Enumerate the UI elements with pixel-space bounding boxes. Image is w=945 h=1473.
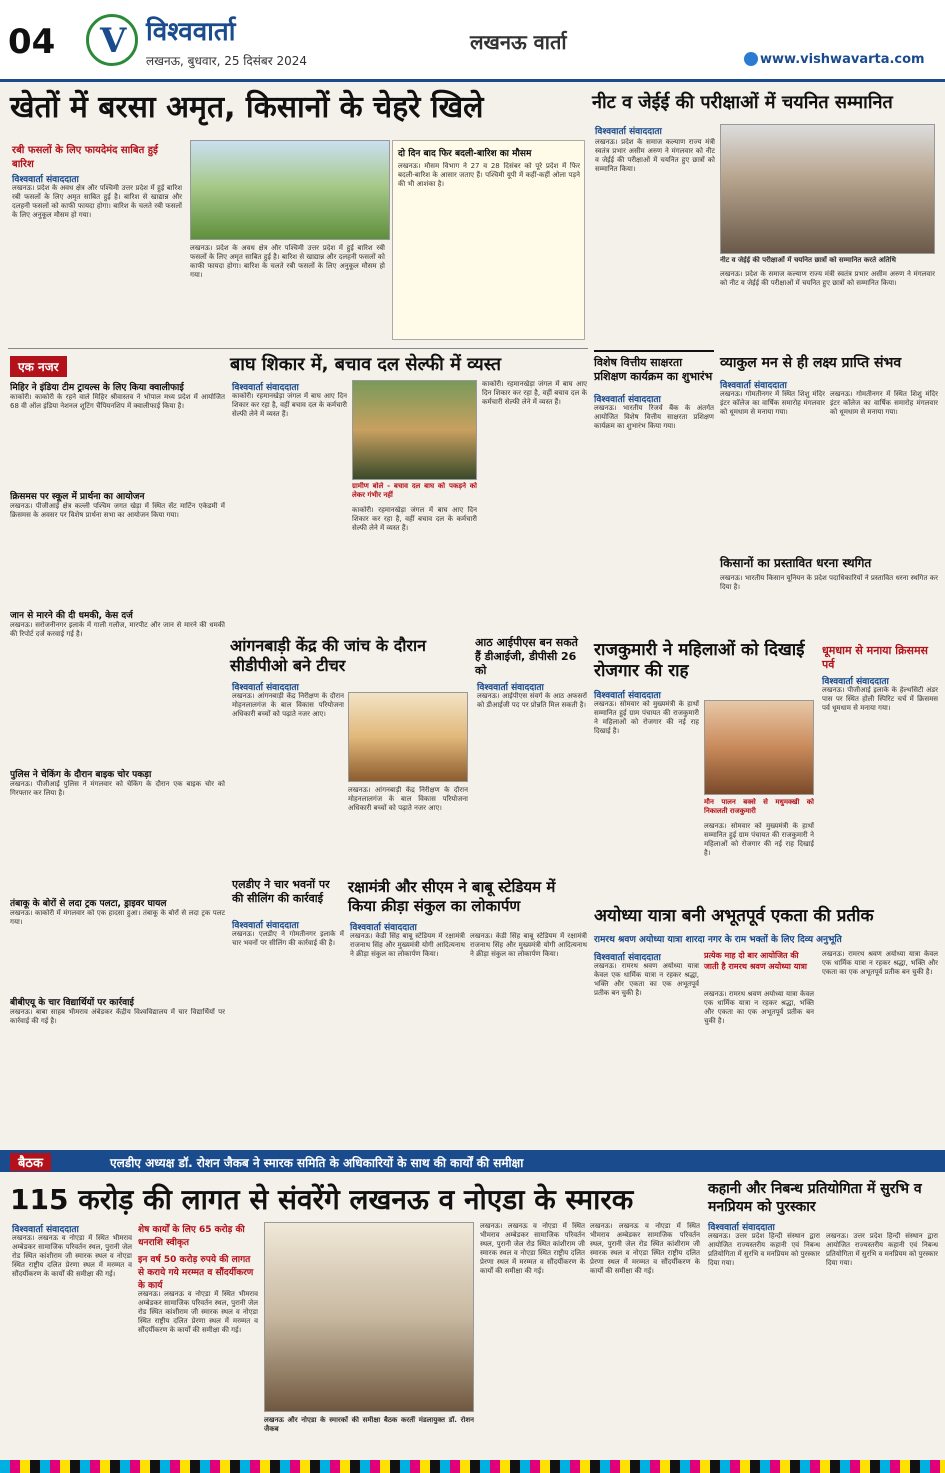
lda-body: लखनऊ। एलडीए ने गोमतीनगर इलाके में चार भवनों पर सीलिंग की कार्रवाई की है।: [232, 930, 344, 947]
ayodhya-body-cont2: लखनऊ। रामरथ श्रवण अयोध्या यात्रा केवल एक धार्मिक यात्रा न रहकर श्रद्धा, भक्ति और एकता का एक अभूतपूर्व प्रतीक बन चुकी है।: [822, 950, 938, 976]
vyakul-byline: विश्ववार्ता संवाददाता: [720, 381, 787, 391]
neet-byline: विश्ववार्ता संवाददाता: [595, 127, 662, 137]
finance-byline: विश्ववार्ता संवाददाता: [594, 395, 661, 405]
brief-headline: मिहिर ने इंडिया टीम ट्रायल्स के लिए किया क्वालीफाई: [10, 383, 184, 393]
tiger-caption: ग्रामीण बोले - बचाव दल बाघ को पकड़ने को लेकर गंभीर नहीं: [352, 482, 477, 499]
ayodhya-body: लखनऊ। रामरथ श्रवण अयोध्या यात्रा केवल एक धार्मिक यात्रा न रहकर श्रद्धा, भक्ति और एकता का एक अभूतपूर्व प्रतीक बन चुकी है।: [594, 962, 699, 997]
christmas-headline: धूमधाम से मनाया क्रिसमस पर्व: [822, 644, 928, 671]
ek-nazar-column: [10, 378, 225, 1148]
lda-byline: विश्ववार्ता संवाददाता: [232, 921, 299, 931]
baithak-tag: बैठक: [10, 1153, 51, 1171]
bottom-headline: 115 करोड़ की लागत से संवरेंगे लखनऊ व नोएडा के स्मारक: [10, 1183, 634, 1216]
lead-body: लखनऊ। प्रदेश के अवध क्षेत्र और पश्चिमी उत्तर प्रदेश में हुई बारिश रबी फसलों के लिए अमृत साबित हुई है। बारिश से खाद्यान्न और दलहनी फसलों को काफी फायदा होगा। बारिश के चलते रबी फसलों के लिए अनुकूल मौसम हो गया।: [12, 184, 182, 219]
divider: [594, 350, 714, 352]
brief-body: लखनऊ। सरोजनीनगर इलाके में गाली गलौज, मारपीट और जान से मारने की धमकी की रिपोर्ट दर्ज करवाई गई है।: [10, 621, 225, 638]
rajkumari-body-cont: लखनऊ। सोमवार को मुख्यमंत्री के हाथों सम्मानित हुई ग्राम पंचायत की राजकुमारी ने महिलाओं को रोजगार की नई राह दिखाई है।: [704, 822, 814, 857]
ayodhya-headline: अयोध्या यात्रा बनी अभूतपूर्व एकता की प्रतीक: [594, 906, 874, 926]
lead-body-cont: लखनऊ। प्रदेश के अवध क्षेत्र और पश्चिमी उत्तर प्रदेश में हुई बारिश रबी फसलों के लिए अमृत साबित हुई है। बारिश से खाद्यान्न और दलहनी फसलों को काफी फायदा होगा। बारिश के चलते रबी फसलों के लिए अनुकूल मौसम हो गया।: [190, 244, 385, 279]
brief-body: लखनऊ। काकोरी में मंगलवार को एक हादसा हुआ। तंबाकू के बोरों से लदा ट्रक पलट गया।: [10, 909, 225, 926]
neet-headline: नीट व जेईई की परीक्षाओं में चयनित सम्मानित: [592, 92, 893, 113]
kisan-body: लखनऊ। भारतीय किसान यूनियन के प्रदेश पदाधिकारियों ने प्रस्तावित धरना स्थगित कर दिया है।: [720, 574, 938, 591]
tiger-headline: बाघ शिकार में, बचाव दल सेल्फी में व्यस्त: [230, 354, 501, 375]
bottom-strap: एलडीए अध्यक्ष डॉ. रोशन जैकब ने स्मारक समिति के अधिकारियों के साथ की कार्यों की समीक्षा: [110, 1156, 524, 1170]
brief-headline: जान से मारने की दी धमकी, केस दर्ज: [10, 611, 133, 621]
bottom-body-cont: लखनऊ। लखनऊ व नोएडा में स्थित भीमराव अम्बेडकर सामाजिक परिवर्तन स्थल, पुरानी जेल रोड स्थित कांशीराम जी स्मारक स्थल व नोएडा स्थित राष्ट्रीय दलित प्रेरणा स्थल में मरम्मत व सौंदर्यीकरण के कार्यों की समीक्षा की गई।: [138, 1290, 258, 1334]
story-headline: कहानी और निबन्ध प्रतियोगिता में सुरभि व मनप्रियम को पुरस्कार: [708, 1181, 922, 1215]
rajkumari-photo: [704, 700, 814, 795]
divider: [8, 348, 588, 349]
neet-photo: [720, 124, 935, 254]
christmas-byline: विश्ववार्ता संवाददाता: [822, 677, 889, 687]
brief-headline: बीबीएयू के चार विद्यार्थियों पर कार्रवाई: [10, 998, 134, 1008]
kisan-headline: किसानों का प्रस्तावित धरना स्थगित: [720, 556, 872, 570]
ayodhya-byline: विश्ववार्ता संवाददाता: [594, 953, 661, 963]
rajkumari-headline: राजकुमारी ने महिलाओं को दिखाई रोजगार की राह: [594, 640, 805, 681]
finance-headline: विशेष वित्तीय साक्षरता प्रशिक्षण कार्यक्रम का शुभारंभ: [594, 356, 713, 383]
tiger-body-cont2: काकोरी। रहमानखेड़ा जंगल में बाघ आए दिन शिकार कर रहा है, वहीं बचाव दल के कर्मचारी सेल्फी लेने में व्यस्त हैं।: [482, 380, 587, 406]
ayodhya-subhead: रामरथ श्रवण अयोध्या यात्रा शारदा नगर के राम भक्तों के लिए दिव्य अनुभूति: [594, 935, 842, 945]
vyakul-body: लखनऊ। गोमतीनगर में स्थित शिशु मंदिर इंटर कॉलेज का वार्षिक समारोह मंगलवार को धूमधाम से मनाया गया।: [720, 390, 825, 416]
lead-kicker: रबी फसलों के लिए फायदेमंद साबित हुई बारिश: [12, 145, 158, 170]
brief-body: लखनऊ। बाबा साहब भीमराव अंबेडकर केंद्रीय विश्वविद्यालय में चार विद्यार्थियों पर कार्रवाई की गई है।: [10, 1008, 225, 1025]
story-body: लखनऊ। उत्तर प्रदेश हिन्दी संस्थान द्वारा आयोजित राज्यस्तरीय कहानी एवं निबन्ध प्रतियोगिता में सुरभि व मनप्रियम को पुरस्कार दिया गया।: [708, 1232, 820, 1267]
website-link[interactable]: www.vishwavarta.com: [760, 52, 925, 67]
tiger-body: काकोरी। रहमानखेड़ा जंगल में बाघ आए दिन शिकार कर रहा है, वहीं बचाव दल के कर्मचारी सेल्फी लेने में व्यस्त हैं।: [232, 392, 347, 418]
bottom-body-cont3: लखनऊ। लखनऊ व नोएडा में स्थित भीमराव अम्बेडकर सामाजिक परिवर्तन स्थल, पुरानी जेल रोड स्थित कांशीराम जी स्मारक स्थल व नोएडा स्थित राष्ट्रीय दलित प्रेरणा स्थल में मरम्मत व सौंदर्यीकरण के कार्यों की समीक्षा की गई।: [590, 1222, 700, 1275]
rajkumari-caption: मौन पालन बक्से से मधुमक्खी को निकालती राजकुमारी: [704, 798, 814, 815]
neet-body-cont: लखनऊ। प्रदेश के समाज कल्याण राज्य मंत्री स्वतंत्र प्रभार असीम अरुण ने मंगलवार को नीट व जेईई की परीक्षाओं में चयनित हुए छात्रों को सम्मानित किया।: [720, 270, 935, 287]
bottom-kicker-2: इन वर्ष 50 करोड़ रुपये की लागत से कराये गये मरम्मत व सौंदर्यीकरण के कार्य: [138, 1255, 254, 1291]
anganbadi-body: लखनऊ। आंगनबाड़ी केंद्र निरीक्षण के दौरान मोहनलालगंज के बाल विकास परियोजना अधिकारी बच्चों को पढ़ाते नजर आए।: [232, 692, 344, 718]
ek-nazar-label: एक नजर: [10, 356, 67, 377]
anganbadi-headline: आंगनबाड़ी केंद्र की जांच के दौरान सीडीपीओ बने टीचर: [230, 636, 426, 675]
ayodhya-kicker: प्रत्येक माह दो बार आयोजित की जाती है रामरथ श्रवण अयोध्या यात्रा: [704, 951, 807, 971]
dateline: लखनऊ, बुधवार, 25 दिसंबर 2024: [146, 54, 307, 68]
anganbadi-byline: विश्ववार्ता संवाददाता: [232, 683, 299, 693]
lda-headline: एलडीए ने चार भवनों पर की सीलिंग की कार्रवाई: [232, 878, 330, 905]
sports-body: लखनऊ। केडी सिंह बाबू स्टेडियम में रक्षामंत्री राजनाथ सिंह और मुख्यमंत्री योगी आदित्यनाथ ने क्रीड़ा संकुल का लोकार्पण किया।: [350, 932, 465, 958]
ayodhya-body-cont: लखनऊ। रामरथ श्रवण अयोध्या यात्रा केवल एक धार्मिक यात्रा न रहकर श्रद्धा, भक्ति और एकता का एक अभूतपूर्व प्रतीक बन चुकी है।: [704, 990, 814, 1025]
lead-headline: खेतों में बरसा अमृत, किसानों के चेहरे खिले: [10, 90, 484, 125]
edition-title: लखनऊ वार्ता: [470, 30, 567, 54]
ips-body: लखनऊ। आईपीएस संवर्ग के आठ अफसरों को डीआईजी पद पर प्रोन्नति मिल सकती है।: [477, 692, 587, 709]
tiger-photo: [352, 380, 477, 480]
anganbadi-body-cont: लखनऊ। आंगनबाड़ी केंद्र निरीक्षण के दौरान मोहनलालगंज के बाल विकास परियोजना अधिकारी बच्चों को पढ़ाते नजर आए।: [348, 786, 468, 812]
bottom-photo: [264, 1222, 474, 1412]
brief-headline: क्रिसमस पर स्कूल में प्रार्थना का आयोजन: [10, 492, 145, 502]
finance-body: लखनऊ। भारतीय रिजर्व बैंक के अंतर्गत आयोजित विशेष वित्तीय साक्षरता प्रशिक्षण कार्यक्रम का शुभारंभ किया गया।: [594, 404, 714, 430]
vyakul-body-cont: लखनऊ। गोमतीनगर में स्थित शिशु मंदिर इंटर कॉलेज का वार्षिक समारोह मंगलवार को धूमधाम से मनाया गया।: [830, 390, 938, 416]
story-body-cont: लखनऊ। उत्तर प्रदेश हिन्दी संस्थान द्वारा आयोजित राज्यस्तरीय कहानी एवं निबन्ध प्रतियोगिता में सुरभि व मनप्रियम को पुरस्कार दिया गया।: [826, 1232, 938, 1267]
weather-body: लखनऊ। मौसम विभाग ने 27 व 28 दिसंबर को पूरे प्रदेश में फिर बदली-बारिश के आसार जताए हैं। पश्चिमी यूपी में कहीं-कहीं ओला पड़ने की भी आशंका है।: [398, 162, 580, 188]
bottom-body: लखनऊ। लखनऊ व नोएडा में स्थित भीमराव अम्बेडकर सामाजिक परिवर्तन स्थल, पुरानी जेल रोड स्थित कांशीराम जी स्मारक स्थल व नोएडा स्थित राष्ट्रीय दलित प्रेरणा स्थल में मरम्मत व सौंदर्यीकरण के कार्यों की समीक्षा की गई।: [12, 1234, 132, 1278]
bottom-caption: लखनऊ और नोएडा के स्मारकों की समीक्षा बैठक करतीं मंडलायुक्त डॉ. रोशन जैकब: [264, 1416, 474, 1433]
vyakul-headline: व्याकुल मन से ही लक्ष्य प्राप्ति संभव: [720, 355, 902, 371]
sports-body-cont: लखनऊ। केडी सिंह बाबू स्टेडियम में रक्षामंत्री राजनाथ सिंह और मुख्यमंत्री योगी आदित्यनाथ ने क्रीड़ा संकुल का लोकार्पण किया।: [470, 932, 587, 958]
bottom-byline: विश्ववार्ता संवाददाता: [12, 1225, 79, 1235]
story-byline: विश्ववार्ता संवाददाता: [708, 1223, 775, 1233]
rajkumari-body: लखनऊ। सोमवार को मुख्यमंत्री के हाथों सम्मानित हुई ग्राम पंचायत की राजकुमारी ने महिलाओं को रोजगार की नई राह दिखाई है।: [594, 700, 699, 735]
weather-headline: दो दिन बाद फिर बदली-बारिश का मौसम: [398, 149, 532, 159]
brief-headline: पुलिस ने चेकिंग के दौरान बाइक चोर पकड़ा: [10, 770, 152, 780]
lead-byline: विश्ववार्ता संवाददाता: [12, 175, 79, 185]
christmas-body: लखनऊ। पीजीआई इलाके के हेल्थसिटी अंडर पास पर स्थित होली स्पिरिट चर्च में क्रिसमस पर्व धूमधाम से मनाया गया।: [822, 686, 938, 712]
bottom-body-cont2: लखनऊ। लखनऊ व नोएडा में स्थित भीमराव अम्बेडकर सामाजिक परिवर्तन स्थल, पुरानी जेल रोड स्थित कांशीराम जी स्मारक स्थल व नोएडा स्थित राष्ट्रीय दलित प्रेरणा स्थल में मरम्मत व सौंदर्यीकरण के कार्यों की समीक्षा की गई।: [480, 1222, 585, 1275]
tiger-body-cont: काकोरी। रहमानखेड़ा जंगल में बाघ आए दिन शिकार कर रहा है, वहीं बचाव दल के कर्मचारी सेल्फी लेने में व्यस्त हैं।: [352, 506, 477, 532]
neet-caption: नीट व जेईई की परीक्षाओं में चयनित छात्रों को सम्मानित करते अतिथि: [720, 256, 896, 264]
registration-marks: [0, 1460, 945, 1473]
sports-byline: विश्ववार्ता संवाददाता: [350, 923, 417, 933]
farm-photo: [190, 140, 390, 240]
anganbadi-photo: [348, 692, 468, 782]
page-number: 04: [8, 22, 56, 62]
brand-name: विश्ववार्ता: [146, 17, 236, 47]
ips-byline: विश्ववार्ता संवाददाता: [477, 683, 544, 693]
neet-body: लखनऊ। प्रदेश के समाज कल्याण राज्य मंत्री स्वतंत्र प्रभार असीम अरुण ने मंगलवार को नीट व जेईई की परीक्षाओं में चयनित हुए छात्रों को सम्मानित किया।: [595, 138, 715, 173]
bottom-kicker-1: शेष कार्यों के लिए 65 करोड़ की धनराशि स्वीकृत: [138, 1225, 245, 1248]
brief-body: लखनऊ। पीजीआई क्षेत्र कल्ली पश्चिम जगत खेड़ा में स्थित सेंट मार्टिन एकेडमी में क्रिसमस के अवसर पर विशेष प्रार्थना सभा का आयोजन किया गया।: [10, 502, 225, 519]
ips-headline: आठ आईपीएस बन सकते हैं डीआईजी, डीपीसी 26 को: [475, 636, 578, 677]
brief-body: काकोरी। काकोरी के रहने वाले मिहिर श्रीवास्तव ने भोपाल मध्य प्रदेश में आयोजित 68 वी ऑल इंडिया नेशनल शूटिंग चैंपियनशिप में क्वालीफाई किया है।: [10, 393, 225, 410]
tiger-byline: विश्ववार्ता संवाददाता: [232, 383, 299, 393]
globe-icon: [744, 52, 758, 66]
sports-headline: रक्षामंत्री और सीएम ने बाबू स्टेडियम में किया क्रीड़ा संकुल का लोकार्पण: [348, 878, 556, 915]
rajkumari-byline: विश्ववार्ता संवाददाता: [594, 691, 661, 701]
brand-logo-icon: [86, 14, 138, 66]
brief-headline: तंबाकू के बोरों से लदा ट्रक पलटा, ड्राइवर घायल: [10, 899, 167, 909]
brief-body: लखनऊ। पीजीआई पुलिस ने मंगलवार को चेकिंग के दौरान एक बाइक चोर को गिरफ्तार कर लिया है।: [10, 780, 225, 797]
